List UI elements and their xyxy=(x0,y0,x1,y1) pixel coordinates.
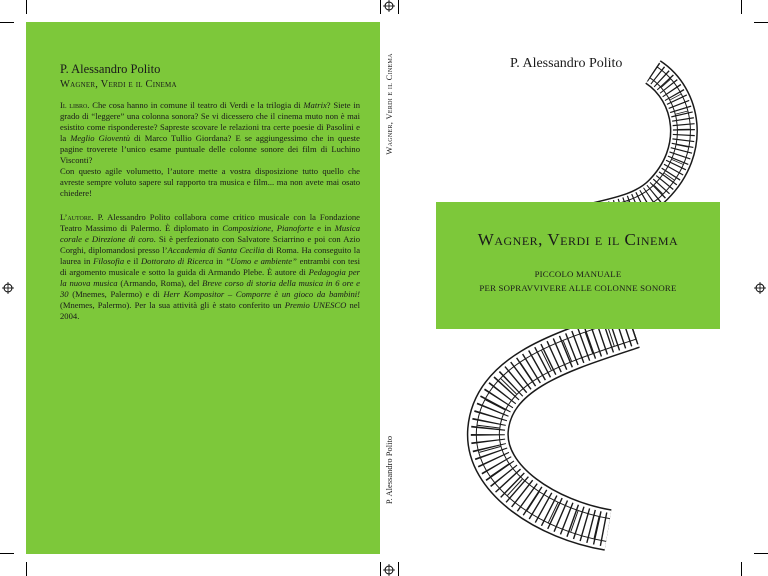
crop-mark-icon xyxy=(26,562,27,576)
back-book-title: Wagner, Verdi e il Cinema xyxy=(60,79,177,90)
front-subtitle xyxy=(436,267,720,295)
spine-author: P. Alessandro Polito xyxy=(384,435,394,505)
registration-mark-icon xyxy=(383,0,395,12)
subtitle-line-1: PICCOLO MANUALE xyxy=(534,269,622,279)
spine-title: Wagner, Verdi e il Cinema xyxy=(384,53,394,155)
author-section-label: L’autore. xyxy=(60,212,94,222)
author-biography: L’autore. P. Alessandro Polito collabora come critico musicale con la Fondazione Teatro Massimo di Palermo. È diplomato in Composizione, Pianoforte e in Musica corale e Direzione di coro. Si è perfezionato con Salvatore Sciarrino e poi con Azio Corghi, diplomandosi presso l’Accademia di Santa Cecilia di Roma. Ha conseguito la laurea in Filosofia e il Dottorato di Ricerca in “Uomo e ambiente” entrambi con tesi di argomento musicale e sotto la guida di Armando Plebe. È autore di Pedagogia per la nuova musica (Armando, Roma), del Breve corso di storia della musica in 6 ore e 30 (Mnemes, Palermo) e di Herr Kompositor – Comporre è un gioco da bambini! (Mnemes, Palermo). Per la sua attività gli è stato conferito un Premio UNESCO nel 2004. xyxy=(60,212,361,321)
crop-mark-icon xyxy=(380,0,381,14)
registration-mark-icon xyxy=(383,564,395,576)
front-author-name: P. Alessandro Polito xyxy=(510,56,623,71)
back-cover xyxy=(26,22,380,554)
crop-mark-icon xyxy=(754,553,768,554)
crop-mark-icon xyxy=(754,22,768,23)
registration-mark-icon xyxy=(2,282,14,294)
front-title-band xyxy=(436,202,720,329)
back-author-name: P. Alessandro Polito xyxy=(60,62,161,76)
crop-mark-icon xyxy=(380,562,381,576)
crop-mark-icon xyxy=(741,0,742,14)
crop-mark-icon xyxy=(0,22,14,23)
front-book-title: Wagner, Verdi e il Cinema xyxy=(477,230,679,249)
book-section-label: Il libro. xyxy=(60,100,90,110)
registration-mark-icon xyxy=(754,282,766,294)
crop-mark-icon xyxy=(741,562,742,576)
book-description: Il libro. Che cosa hanno in comune il teatro di Verdi e la trilogia di Matrix? Siete in grado di “leggere” una colonna sonora? Se vi dicessero che il cinema muto non è mai esistito come rispondereste? Sapreste scovare le relazioni tra certe poesie di Pasolini e la Meglio Gioventù di Marco Tullio Giordana? E se aggiungessimo che in queste pagine troverete l’unico esame puntuale delle colonne sonore dei film di Luchino Visconti? Con questo agile volumetto, l’autore mette a vostra disposizione tutto quello che avreste sempre voluto sapere sul rapporto tra musica e film... ma non avete mai osato chiedere! xyxy=(60,100,361,198)
crop-mark-icon xyxy=(26,0,27,14)
subtitle-line-2: PER SOPRAVVIVERE ALLE COLONNE SONORE xyxy=(479,283,677,293)
crop-mark-icon xyxy=(0,553,14,554)
